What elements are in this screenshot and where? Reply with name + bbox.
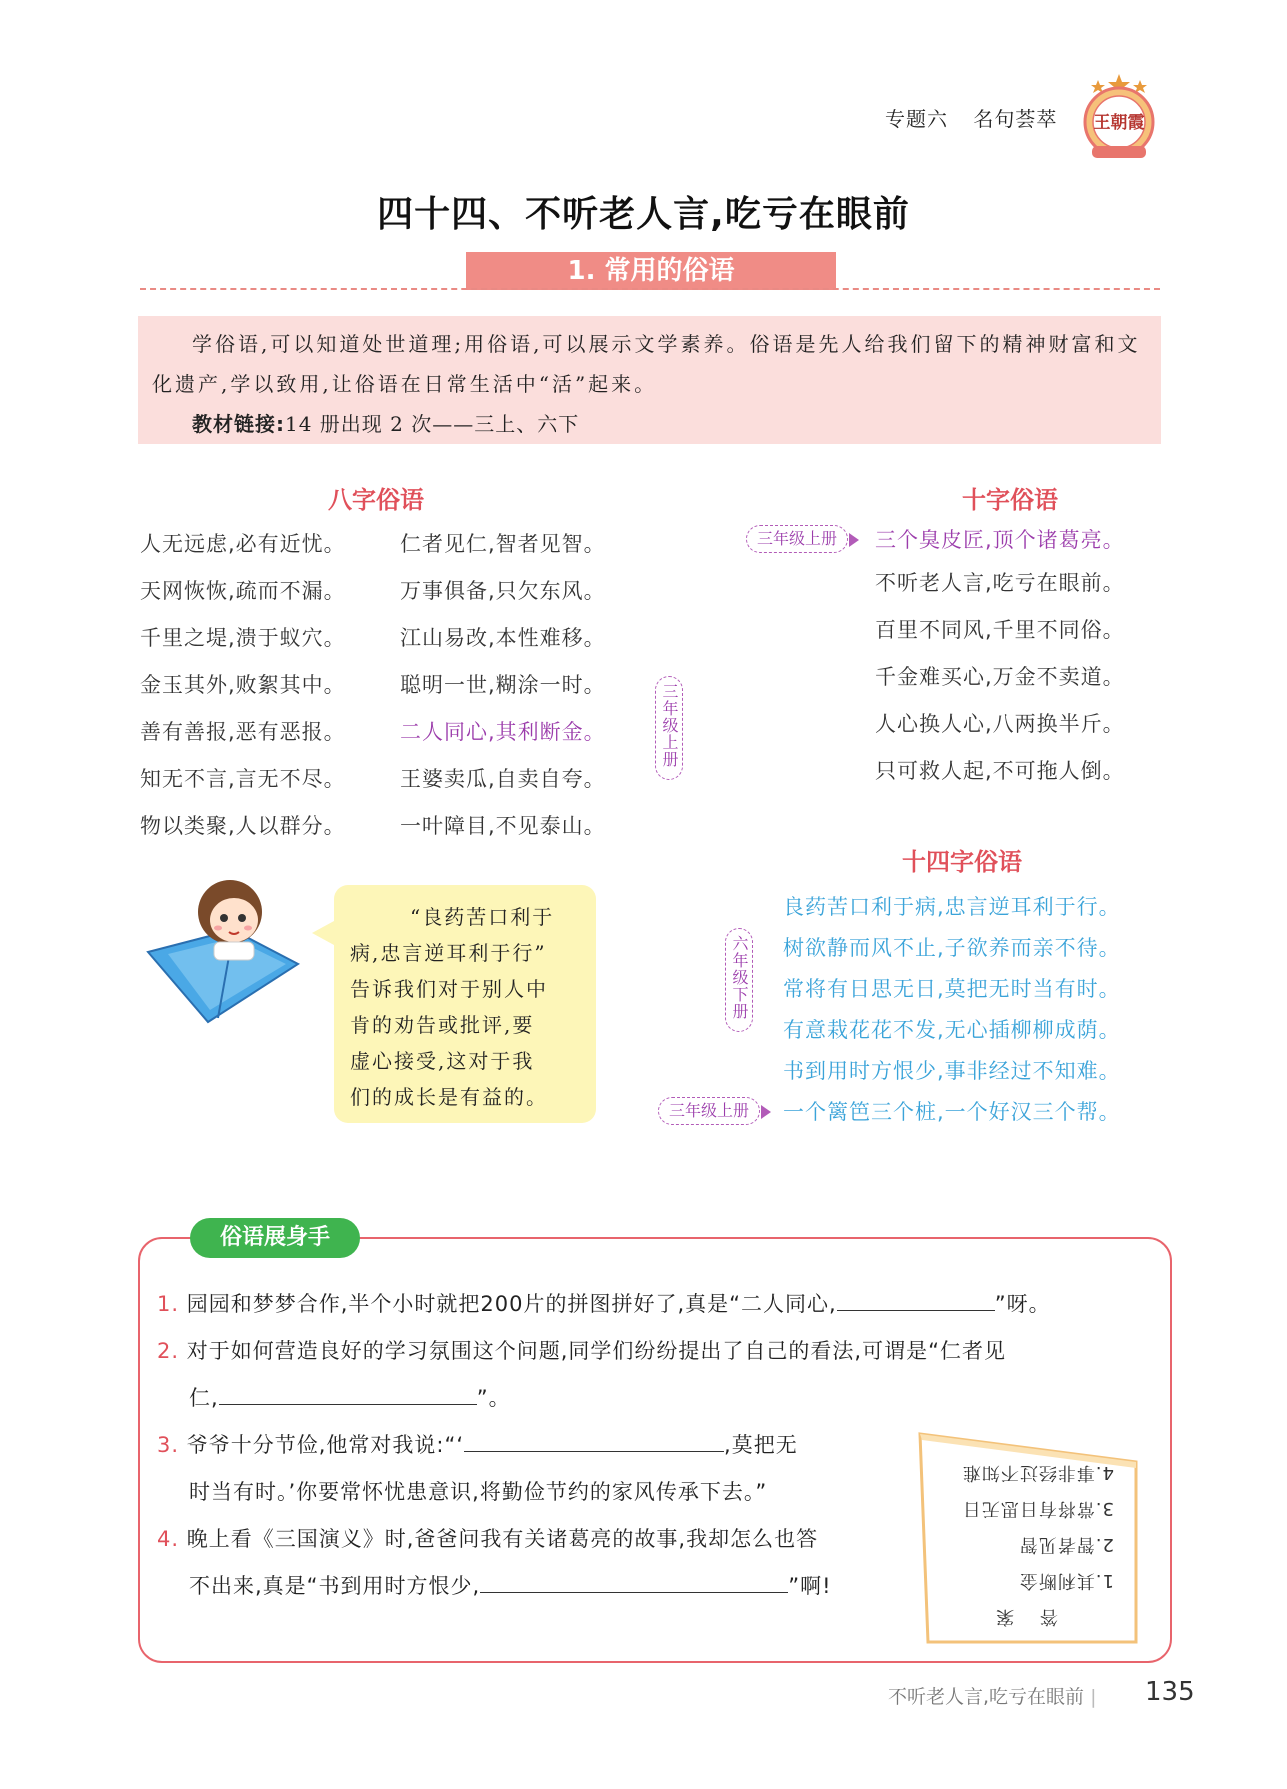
proverb: 一叶障目,不见泰山。 [400, 814, 606, 838]
proverb: 知无不言,言无不尽。 [140, 767, 346, 791]
answer-item: 4.事非经过不知难 [961, 1462, 1114, 1483]
answer-blank[interactable] [464, 1427, 724, 1452]
girl-reading-illustration [138, 872, 318, 1032]
answer-blank[interactable] [837, 1286, 995, 1311]
proverb: 聪明一世,糊涂一时。 [400, 673, 606, 697]
question-text: ”。 [476, 1386, 511, 1410]
answer-list [930, 1442, 1130, 1634]
proverb: 百里不同风,千里不同俗。 [875, 618, 1125, 642]
proverb: 千里之堤,溃于蚁穴。 [140, 626, 346, 650]
question-text: 仁, [189, 1386, 219, 1410]
question-text: 时当有时。’你要常怀忧患意识,将勤俭节约的家风传承下去。” [189, 1480, 768, 1504]
textbook-link-text: 14 册出现 2 次——三上、六下 [285, 412, 580, 436]
bubble-line: 们的成长是有益的。 [350, 1085, 548, 1109]
question-text: 对于如何营造良好的学习氛围这个问题,同学们纷纷提出了自己的看法,可谓是“仁者见 [186, 1339, 1006, 1363]
author-seal-logo [1078, 72, 1160, 164]
proverb-highlighted: 书到用时方恨少,事非经过不知难。 [783, 1059, 1121, 1083]
proverb: 千金难买心,万金不卖道。 [875, 665, 1125, 689]
answer-item: 3.常将有日思无日 [961, 1498, 1114, 1519]
svg-text:王朝霞: 王朝霞 [1093, 113, 1145, 133]
proverb: 物以类聚,人以群分。 [140, 814, 346, 838]
proverb: 人无远虑,必有近忧。 [140, 532, 346, 556]
question-number: 2. [157, 1339, 180, 1363]
bubble-line: “良药苦口利于 [410, 905, 555, 929]
question-number: 1. [157, 1292, 180, 1316]
speech-bubble [334, 885, 596, 1123]
proverb-highlighted: 二人同心,其利断金。 [400, 720, 606, 744]
question-text: 晚上看《三国演义》时,爸爸问我有关诸葛亮的故事,我却怎么也答 [186, 1527, 819, 1551]
question-text: ”啊! [788, 1574, 832, 1598]
answer-blank[interactable] [480, 1568, 788, 1593]
answer-card [918, 1432, 1138, 1644]
chapter-subtopic: 名句荟萃 [973, 107, 1058, 131]
proverb: 王婆卖瓜,自卖自夸。 [400, 767, 606, 791]
proverb: 不听老人言,吃亏在眼前。 [875, 571, 1125, 595]
section-banner: 1. 常用的俗语 [466, 252, 836, 290]
grade-tag: 三年级上册 [746, 525, 848, 553]
chapter-topic: 专题六 [885, 107, 948, 131]
question-text: 园园和梦梦合作,半个小时就把200片的拼图拼好了,真是“二人同心, [186, 1292, 837, 1316]
eight-char-title: 八字俗语 [328, 486, 424, 514]
proverb: 江山易改,本性难移。 [400, 626, 606, 650]
question-text: 不出来,真是“书到用时方恨少, [189, 1574, 481, 1598]
question-3 [157, 1422, 798, 1468]
proverb-highlighted: 良药苦口利于病,忠言逆耳利于行。 [783, 895, 1121, 919]
grade-tag: 三年级上册 [658, 1097, 760, 1125]
exercise-title-tab: 俗语展身手 [190, 1218, 360, 1258]
answer-title: 答 案 [986, 1606, 1058, 1627]
question-2 [157, 1328, 1006, 1374]
answer-item: 1.其利断金 [1018, 1570, 1114, 1591]
proverb-highlighted: 树欲静而风不止,子欲养而亲不待。 [783, 936, 1121, 960]
bubble-line: 病,忠言逆耳利于行” [350, 941, 547, 965]
question-3-cont [189, 1469, 767, 1515]
bubble-line: 虚心接受,这对于我 [350, 1049, 535, 1073]
proverb-highlighted: 三个臭皮匠,顶个诸葛亮。 [875, 528, 1125, 552]
proverb-highlighted: 常将有日思无日,莫把无时当有时。 [783, 977, 1121, 1001]
proverb: 只可救人起,不可拖人倒。 [875, 759, 1125, 783]
page-number: 135 [1145, 1677, 1195, 1707]
intro-paragraph: 学俗语,可以知道处世道理;用俗语,可以展示文学素养。俗语是先人给我们留下的精神财富和文化遗产,学以致用,让俗语在日常生活中“活”起来。 [152, 332, 1141, 396]
proverb: 万事俱备,只欠东风。 [400, 579, 606, 603]
bubble-line: 告诉我们对于别人中 [350, 977, 548, 1001]
proverb: 人心换人心,八两换半斤。 [875, 712, 1125, 736]
chapter-header [885, 103, 1057, 132]
proverb-highlighted: 一个篱笆三个桩,一个好汉三个帮。 [783, 1100, 1121, 1124]
dashed-divider [140, 288, 1160, 290]
textbook-link [152, 404, 1147, 444]
question-number: 4. [157, 1527, 180, 1551]
fourteen-char-title: 十四字俗语 [902, 848, 1022, 876]
question-number: 3. [157, 1433, 180, 1457]
bubble-line: 肯的劝告或批评,要 [350, 1013, 535, 1037]
proverb: 金玉其外,败絮其中。 [140, 673, 346, 697]
grade-tag-vertical: 六年级下册 [725, 928, 753, 1032]
answer-item: 2.智者见智 [1018, 1534, 1114, 1555]
footer-text: 不听老人言,吃亏在眼前 [888, 1686, 1085, 1708]
footer-running-title: 不听老人言,吃亏在眼前 | [888, 1686, 1097, 1708]
question-text: ,莫把无 [724, 1433, 798, 1457]
page-title: 四十四、不听老人言,吃亏在眼前 [377, 194, 910, 235]
textbook-link-label: 教材链接: [192, 412, 285, 436]
intro-box [138, 316, 1161, 444]
question-2-cont [189, 1375, 511, 1421]
proverb: 仁者见仁,智者见智。 [400, 532, 606, 556]
question-1 [157, 1281, 1051, 1327]
question-4-cont [189, 1563, 832, 1609]
question-text: 爷爷十分节俭,他常对我说:“‘ [186, 1433, 465, 1457]
proverb: 善有善报,恶有恶报。 [140, 720, 346, 744]
ten-char-title: 十字俗语 [962, 486, 1058, 514]
proverb: 天网恢恢,疏而不漏。 [140, 579, 346, 603]
question-4 [157, 1516, 818, 1562]
proverb-highlighted: 有意栽花花不发,无心插柳柳成荫。 [783, 1018, 1121, 1042]
grade-tag-vertical: 三年级上册 [655, 676, 683, 780]
question-text: ”呀。 [994, 1292, 1051, 1316]
answer-blank[interactable] [219, 1380, 477, 1405]
